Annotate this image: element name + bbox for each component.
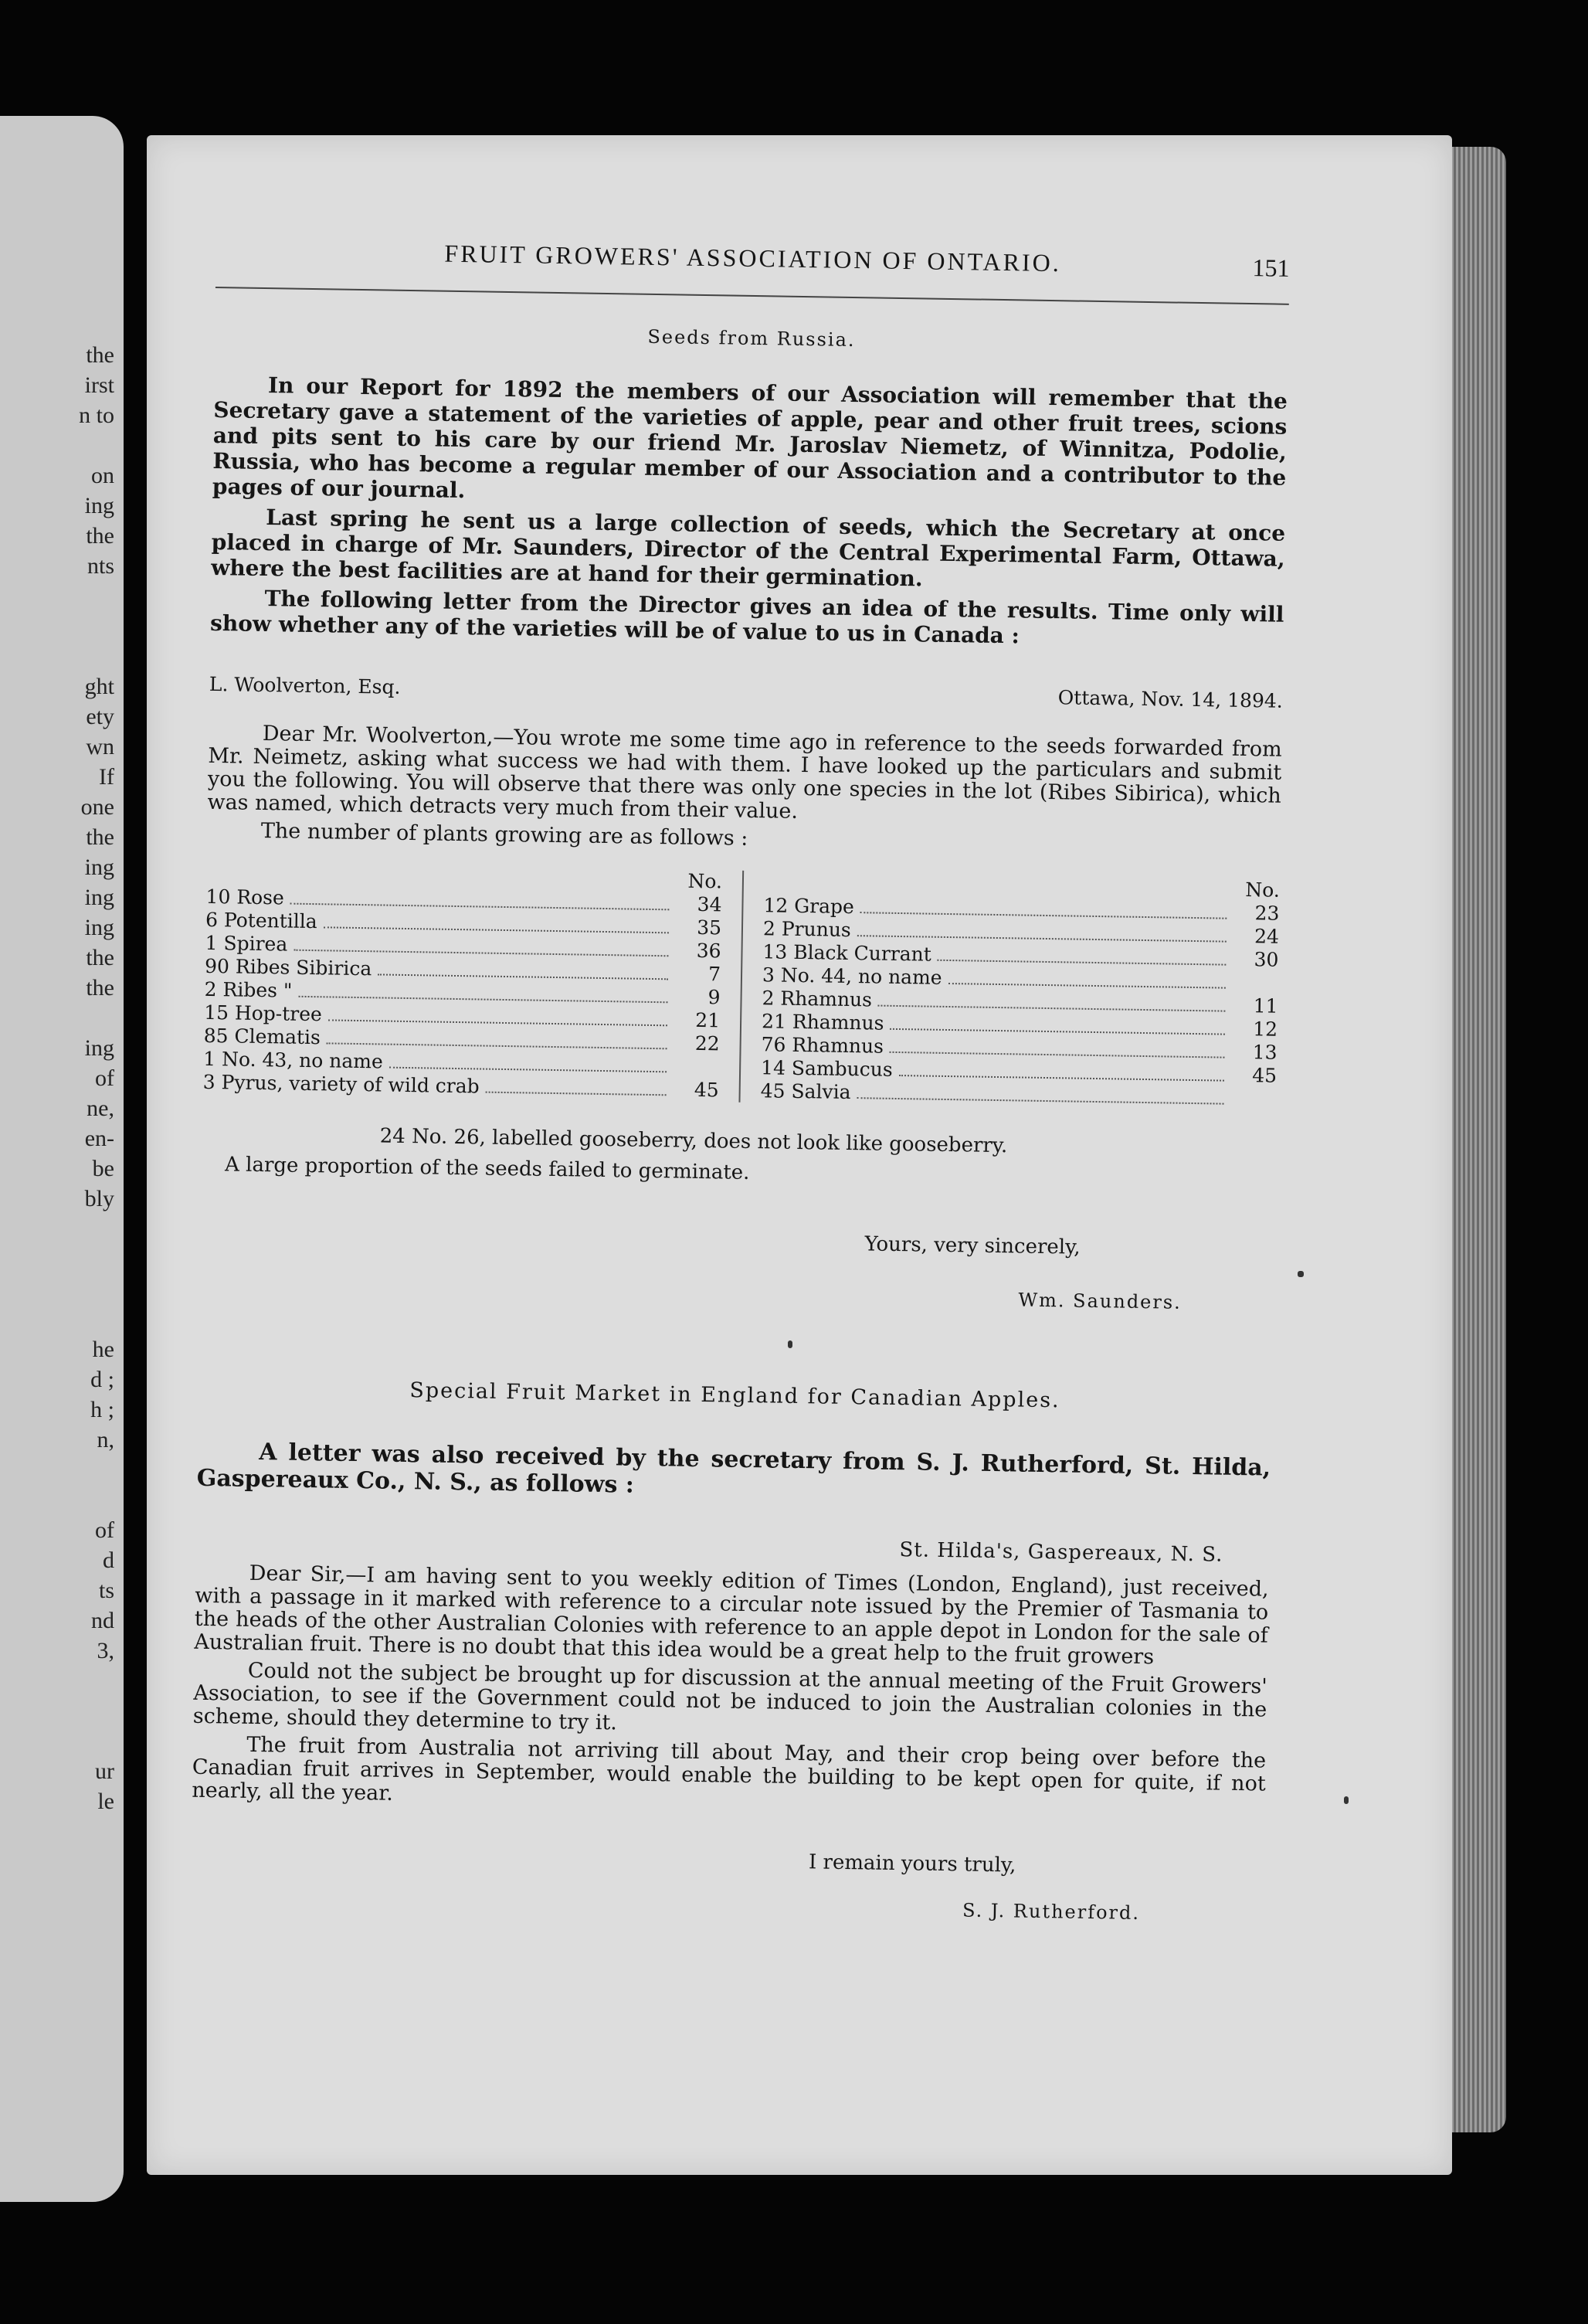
- seed-number: 13: [1252, 1041, 1278, 1064]
- paragraph: In our Report for 1892 the members of our Association will remember that the Secretary gave a statement of the varieties of apple, pear and other fruit trees, scions and pits sent to his care by our friend Mr. Jaroslav Niemetz, of Winnitza, Podolie, Russia, who has become a regular member of our Association and a contributor to the pages of our journal.: [212, 372, 1288, 504]
- seed-number: [673, 1072, 719, 1073]
- facing-page-fragment: d: [103, 1548, 114, 1573]
- plant-quantity: 13: [762, 940, 788, 963]
- facing-page-fragment: [79, 611, 114, 641]
- plant-entry: [763, 894, 854, 919]
- facing-page-fragment: the: [86, 945, 114, 970]
- plants-table-left-column: [203, 862, 745, 1103]
- leader-dots: [298, 984, 667, 1004]
- column-header-no: No.: [687, 869, 723, 893]
- plant-name: No. 44, no name: [780, 963, 942, 989]
- facing-page-fragment: the: [86, 342, 114, 368]
- facing-page-fragment: h ;: [90, 1397, 114, 1422]
- leader-dots: [389, 1055, 667, 1073]
- leader-dots: [328, 1007, 668, 1026]
- facing-page-fragment: he: [92, 1337, 114, 1362]
- plant-name: Black Currant: [793, 940, 932, 966]
- plant-entry: [762, 940, 931, 966]
- leader-dots: [378, 961, 668, 980]
- plant-entry: [762, 963, 942, 990]
- plant-name: Pyrus, variety of wild crab: [221, 1071, 480, 1098]
- facing-page-fragment: [79, 1666, 114, 1696]
- facing-page-fragment: n to: [79, 403, 114, 428]
- seed-number: 22: [694, 1031, 720, 1055]
- running-header-title: FRUIT GROWERS' ASSOCIATION OF ONTARIO.: [444, 239, 1062, 277]
- plant-quantity: 2: [762, 987, 775, 1010]
- plant-name: Clematis: [234, 1024, 321, 1049]
- plant-name: Grape: [794, 894, 855, 919]
- seed-number: 34: [697, 892, 722, 916]
- plant-quantity: 1: [203, 1047, 216, 1071]
- plant-quantity: 90: [204, 954, 230, 978]
- facing-page-fragment: ne,: [87, 1096, 114, 1121]
- facing-page-fragment: nd: [91, 1608, 114, 1633]
- seed-number: 12: [1252, 1018, 1278, 1041]
- facing-page-fragment: 3,: [97, 1638, 114, 1663]
- facing-page-fragment: [79, 1455, 114, 1485]
- seed-number: 23: [1254, 902, 1280, 925]
- facing-page-fragment: the: [86, 824, 114, 850]
- leader-dots: [890, 1016, 1225, 1035]
- plant-quantity: 1: [205, 931, 218, 955]
- section-title-fruit-market: Special Fruit Market in England for Canadian Apples.: [409, 1378, 1060, 1413]
- seed-number: 9: [707, 986, 721, 1009]
- plant-entry: [203, 1071, 480, 1099]
- plant-quantity: 2: [762, 917, 776, 940]
- leader-dots: [486, 1079, 667, 1096]
- letter-paragraph: The number of plants growing are as follows :: [260, 819, 748, 851]
- plant-entry: [762, 1010, 884, 1035]
- leader-dots: [860, 899, 1227, 919]
- facing-page-fragment: ght: [84, 674, 114, 699]
- plant-entry: [760, 1079, 850, 1104]
- seed-number: 21: [695, 1008, 721, 1032]
- paragraph: A letter was also received by the secretary from S. J. Rutherford, St. Hilda, Gaspereaux Co., N. S., as follows :: [196, 1439, 1271, 1499]
- seed-number: [1232, 989, 1278, 990]
- leader-dots: [327, 1030, 667, 1049]
- facing-page-fragment: ts: [98, 1578, 114, 1603]
- facing-page-fragment: irst: [84, 372, 114, 398]
- seed-number: 7: [707, 963, 721, 986]
- facing-page-fragment: [79, 641, 114, 671]
- plant-name: Ribes ": [222, 978, 293, 1002]
- plant-name: Sambucus: [791, 1056, 893, 1081]
- plant-name: Hop-tree: [234, 1001, 323, 1026]
- facing-page-fragment: bly: [84, 1186, 114, 1211]
- facing-page-fragment: [79, 1274, 114, 1304]
- plants-table: [203, 862, 1281, 1111]
- facing-page-fragment: ur: [95, 1758, 114, 1784]
- plant-entry: [762, 987, 872, 1011]
- paragraph: Last spring he sent us a large collection of seeds, which the Secretary at once placed in charge of Mr. Saunders, Director of the Central Experimental Farm, Ottawa, where the best facilities are at hand for their germination.: [210, 505, 1286, 592]
- plant-quantity: 12: [763, 894, 789, 917]
- leader-dots: [857, 1085, 1223, 1104]
- page-content: [190, 236, 1290, 1926]
- facing-page-fragment: [79, 430, 114, 460]
- letter-paragraph: Dear Sir,—I am having sent to you weekly edition of Times (London, England), just received, with a passage in it marked with reference to a circular note issued by the Premier of Tasmania to the heads of the other Australian Colonies with reference to an apple depot in London for the sale of Australian fruit. There is no doubt that this idea would be a great help to the fruit growers: [194, 1561, 1269, 1670]
- letter-heading: [209, 673, 1283, 712]
- facing-page-fragment: ety: [86, 704, 114, 729]
- column-header-no: No.: [1245, 878, 1281, 902]
- facing-page-fragment: [79, 1304, 114, 1334]
- plant-quantity: 6: [205, 908, 219, 932]
- facing-page-fragment: wn: [86, 734, 114, 759]
- leader-dots: [899, 1062, 1225, 1082]
- seed-number: 30: [1254, 948, 1279, 971]
- facing-page-fragment: [79, 1726, 114, 1756]
- leader-dots: [890, 1039, 1225, 1058]
- plant-entry: [761, 1033, 884, 1058]
- leader-dots: [857, 922, 1227, 943]
- page-number: 151: [1252, 253, 1290, 282]
- seed-number: 45: [694, 1078, 719, 1102]
- plant-name: Ribes Sibirica: [235, 955, 372, 980]
- facing-page-edge: [0, 116, 124, 2202]
- letter-place-date: Ottawa, Nov. 14, 1894.: [1057, 686, 1283, 712]
- plant-quantity: 15: [203, 1001, 229, 1024]
- leader-dots: [878, 993, 1226, 1012]
- plant-entry: [204, 1001, 322, 1026]
- facing-page-fragment: en-: [84, 1126, 114, 1151]
- facing-page-fragment: of: [95, 1065, 114, 1091]
- seed-number: 24: [1254, 925, 1280, 948]
- plants-table-right-column: [740, 871, 1280, 1111]
- seed-number: 45: [1252, 1064, 1278, 1087]
- seed-number: 36: [696, 939, 721, 963]
- facing-page-fragment: the: [86, 523, 114, 549]
- letter-paragraph: Dear Mr. Woolverton,—You wrote me some time ago in reference to the seeds forwarded from Mr. Neimetz, asking what success we had with them. I have looked up the particulars and submit you the following. You will observe that there was only one species in the lot (Ribes Sibirica), which was named, which detracts very much from their value.: [207, 722, 1282, 824]
- seed-number: 11: [1253, 994, 1278, 1018]
- facing-page-fragment: [79, 1003, 114, 1033]
- plant-name: Spirea: [223, 932, 288, 956]
- plant-name: Rhamnus: [792, 1033, 884, 1058]
- facing-page-fragment: [79, 1696, 114, 1726]
- paragraph: The following letter from the Director gives an idea of the results. Time only will show whether any of the varieties will be of value to us in Canada :: [209, 586, 1284, 649]
- plant-entry: [761, 1056, 893, 1082]
- plant-name: Salvia: [791, 1079, 851, 1104]
- running-header: [215, 236, 1290, 287]
- facing-page-fragment: one: [80, 794, 114, 820]
- plant-name: Rhamnus: [792, 1010, 884, 1035]
- plant-entry: [203, 1048, 383, 1074]
- plant-quantity: 76: [761, 1033, 786, 1056]
- seed-number: [1230, 1105, 1276, 1106]
- leader-dots: [290, 891, 670, 911]
- facing-page-text-fragments: [79, 340, 114, 1816]
- facing-page-fragment: ing: [84, 855, 114, 880]
- facing-page-fragment: [79, 581, 114, 611]
- book-page: [147, 135, 1452, 2175]
- plant-name: Rhamnus: [780, 987, 873, 1011]
- section-title-seeds: Seeds from Russia.: [647, 325, 856, 352]
- seed-number: 35: [696, 916, 722, 939]
- letter-paragraph: The fruit from Australia not arriving till about May, and their crop being over before the Canadian fruit arrives in September, would enable the building to be kept open for quite, if not nearly, all the year.: [192, 1732, 1267, 1806]
- facing-page-fragment: ing: [84, 885, 114, 910]
- letter-signoff: I remain yours truly,: [808, 1850, 1016, 1877]
- plant-name: No. 43, no name: [221, 1048, 384, 1073]
- leader-dots: [324, 914, 670, 933]
- plant-entry: [205, 955, 372, 980]
- plant-entry: [205, 885, 284, 910]
- letter-signature: Wm. Saunders.: [1018, 1289, 1183, 1313]
- facing-page-fragment: If: [99, 764, 114, 790]
- plant-quantity: 2: [204, 977, 217, 1001]
- facing-page-fragment: [79, 1244, 114, 1274]
- header-rule: [215, 287, 1289, 305]
- facing-page-fragment: ing: [84, 1035, 114, 1061]
- plant-quantity: 85: [203, 1024, 229, 1048]
- plant-name: Potentilla: [223, 909, 317, 933]
- facing-page-fragment: the: [86, 975, 114, 1001]
- table-note: 24 No. 26, labelled gooseberry, does not look like gooseberry.: [379, 1124, 1008, 1158]
- letter-place: St. Hilda's, Gaspereaux, N. S.: [899, 1538, 1223, 1567]
- facing-page-fragment: ing: [84, 915, 114, 940]
- plant-entry: [763, 917, 851, 942]
- facing-page-fragment: nts: [87, 553, 114, 579]
- plant-quantity: 14: [760, 1056, 786, 1079]
- plant-quantity: 3: [202, 1070, 215, 1094]
- letter-paragraph: Could not the subject be brought up for discussion at the annual meeting of the Fruit Growers' Association, to see if the Government could not be induced to join the Australian colonies in the scheme, should they determine to try it.: [192, 1658, 1267, 1735]
- germination-note: A large proportion of the seeds failed to germinate.: [224, 1153, 750, 1184]
- plant-entry: [205, 909, 317, 933]
- plant-entry: [203, 1024, 321, 1049]
- plant-name: Rose: [236, 885, 285, 909]
- facing-page-fragment: on: [91, 463, 114, 488]
- facing-page-fragment: [79, 1485, 114, 1515]
- facing-page-fragment: n,: [97, 1427, 114, 1452]
- facing-page-fragment: be: [92, 1156, 114, 1181]
- letter-addressee: L. Woolverton, Esq.: [209, 672, 401, 698]
- letter-signoff: Yours, very sincerely,: [864, 1232, 1081, 1259]
- plant-quantity: 10: [205, 885, 231, 909]
- plant-name: Prunus: [781, 917, 851, 942]
- leader-dots: [948, 970, 1226, 989]
- facing-page-fragment: d ;: [90, 1367, 114, 1392]
- plant-quantity: 45: [760, 1079, 786, 1103]
- facing-page-fragment: ing: [84, 493, 114, 518]
- facing-page-fragment: le: [97, 1789, 114, 1814]
- plant-quantity: 3: [762, 963, 775, 987]
- plant-entry: [204, 978, 292, 1003]
- leader-dots: [938, 947, 1227, 966]
- facing-page-fragment: [79, 1214, 114, 1244]
- leader-dots: [294, 937, 669, 957]
- facing-page-fragment: of: [95, 1517, 114, 1543]
- letter-signature: S. J. Rutherford.: [962, 1899, 1141, 1925]
- plant-quantity: 21: [761, 1010, 787, 1033]
- plant-entry: [205, 932, 287, 956]
